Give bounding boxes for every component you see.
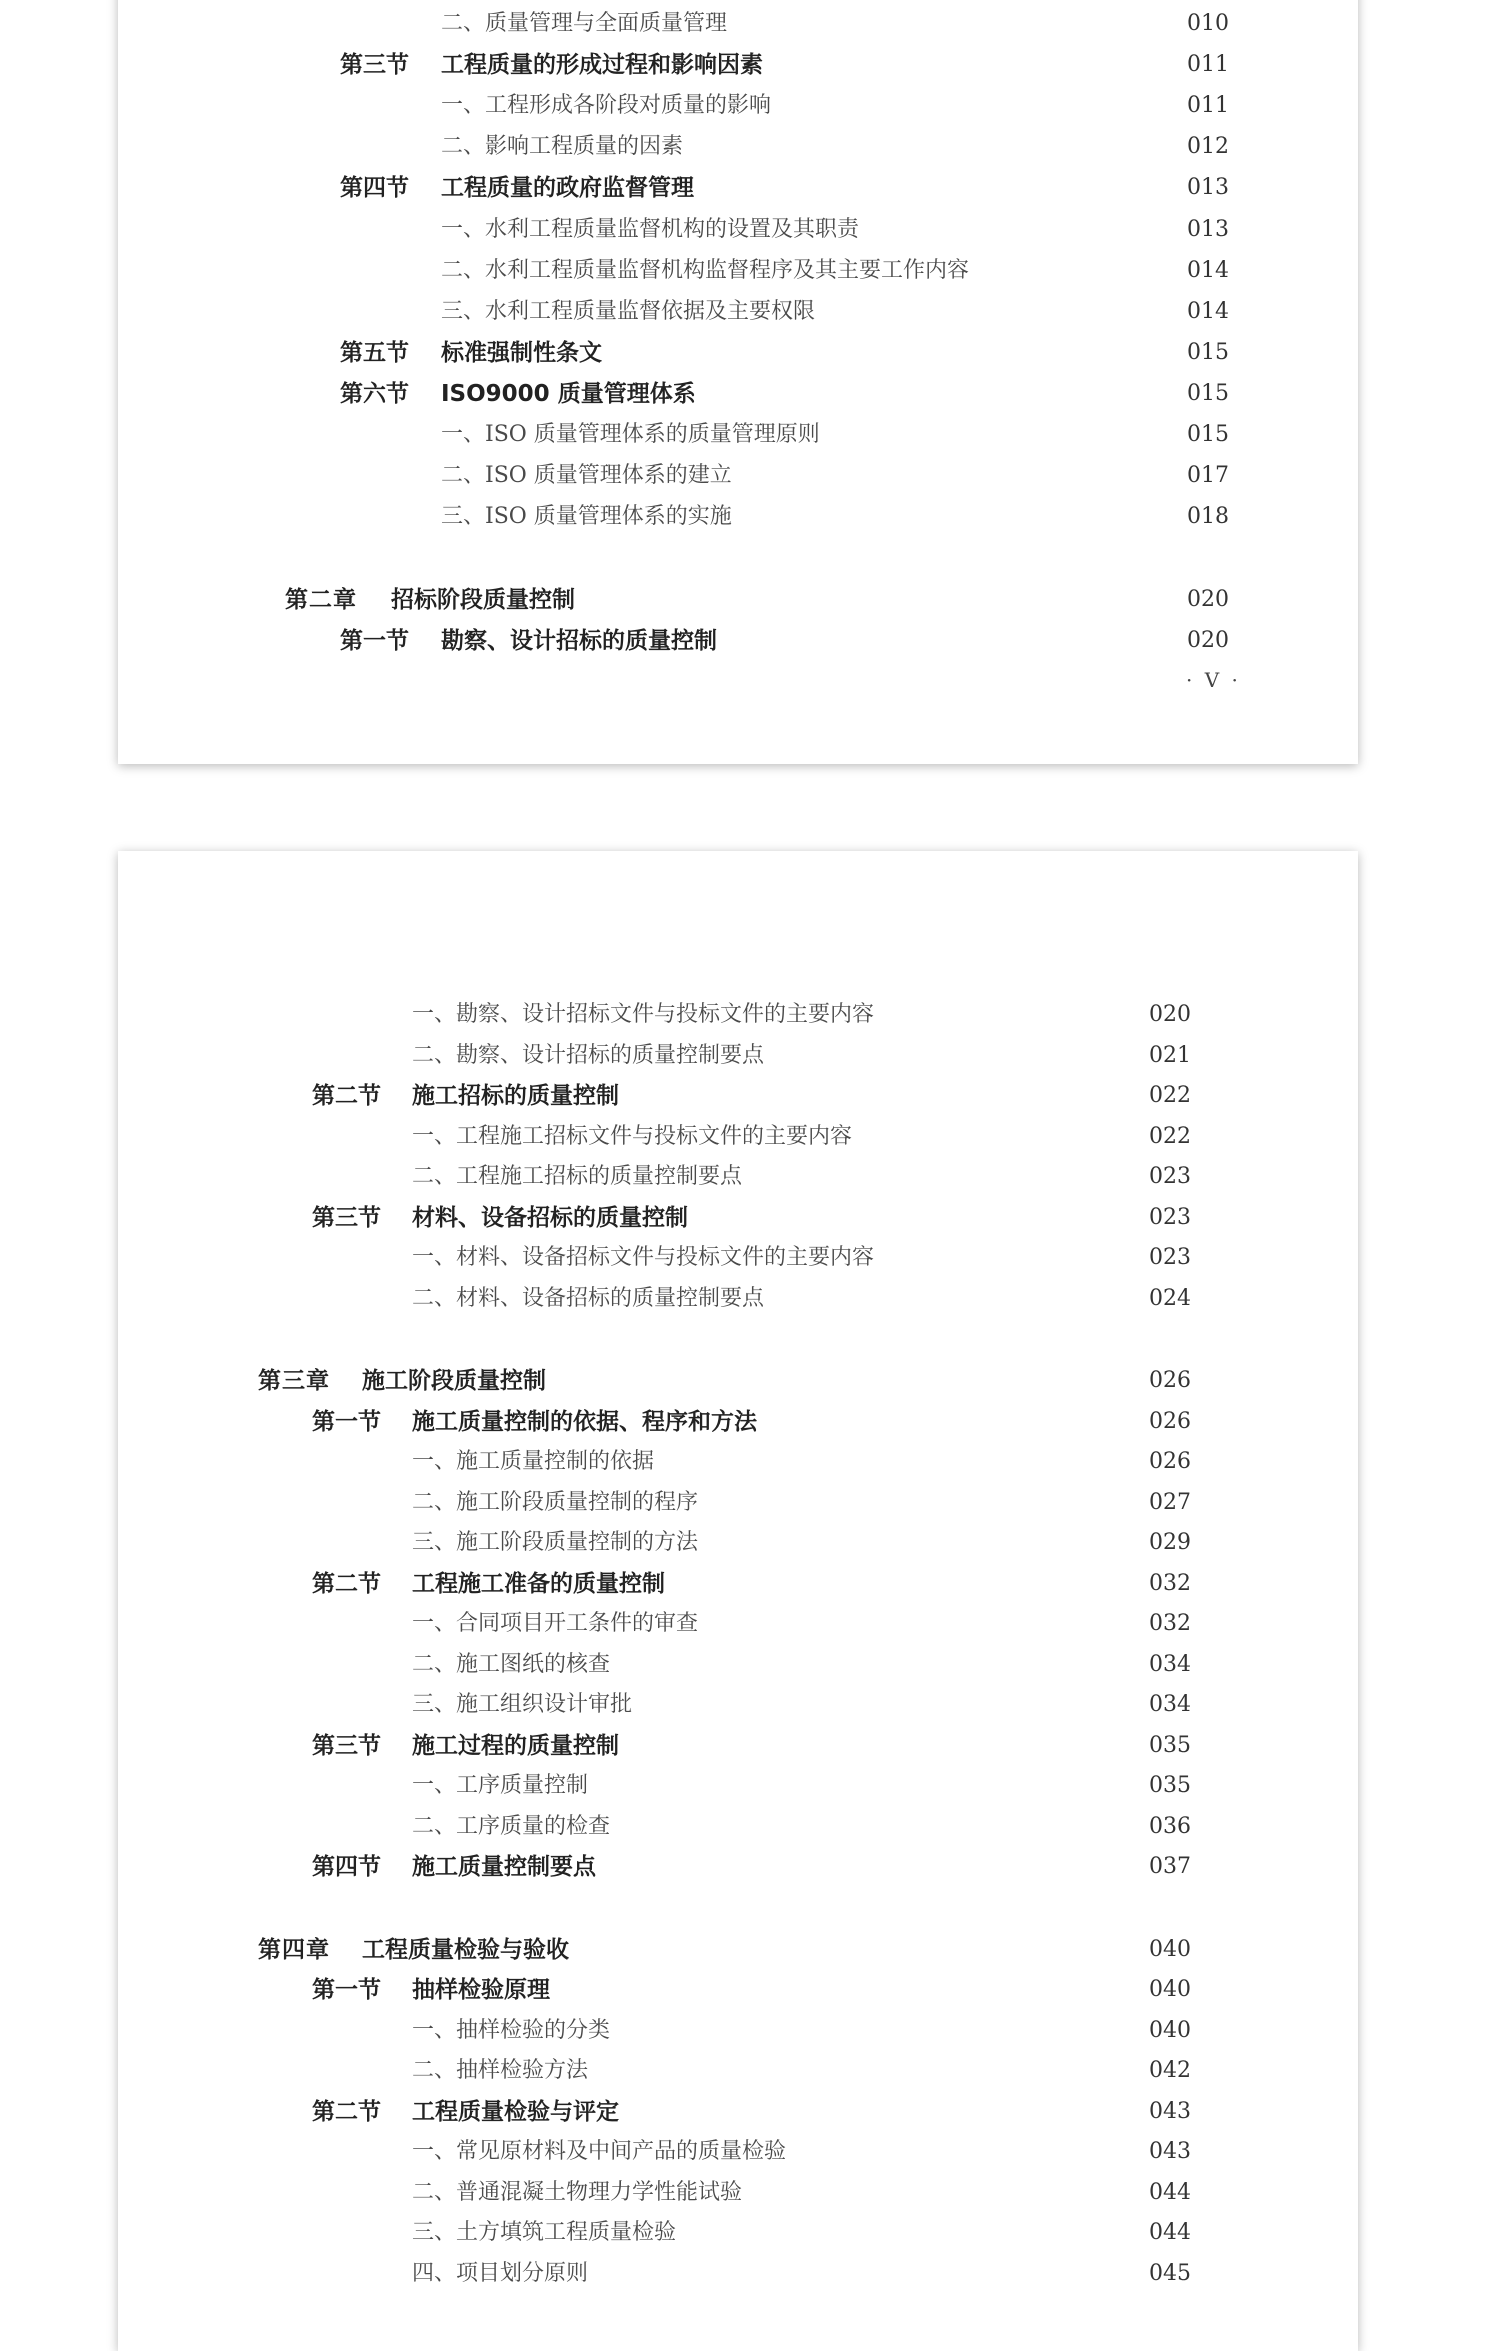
- toc-entry-page-number: 029: [1149, 1530, 1191, 1555]
- toc-entry-page-number: 023: [1149, 1204, 1191, 1230]
- toc-entry-page-number: 026: [1149, 1449, 1191, 1474]
- toc-subsection-entry: [118, 1645, 1358, 1685]
- toc-entry-title: 一、工程施工招标文件与投标文件的主要内容: [412, 1123, 853, 1149]
- toc-entry-title: 抽样检验原理: [412, 1977, 550, 2003]
- toc-subsection-entry: [118, 2173, 1358, 2213]
- toc-section-entry: [118, 1564, 1358, 1604]
- toc-subsection-entry: [118, 2132, 1358, 2172]
- toc-subsection-entry: [118, 210, 1358, 250]
- toc-entry-page-number: 015: [1187, 422, 1229, 447]
- toc-entry-page-number: 037: [1149, 1854, 1191, 1879]
- toc-entry-title: 招标阶段质量控制: [391, 586, 575, 614]
- toc-entry-page-number: 022: [1149, 1083, 1191, 1108]
- toc-entry-title: 一、抽样检验的分类: [412, 2017, 611, 2043]
- toc-entry-page-number: 013: [1187, 216, 1229, 242]
- toc-entry-title: 二、施工图纸的核查: [412, 1651, 611, 1677]
- toc-subsection-entry: [118, 456, 1358, 496]
- toc-subsection-entry: [118, 1807, 1358, 1847]
- toc-entry-title: 施工招标的质量控制: [412, 1083, 619, 1109]
- toc-entry-page-number: 043: [1149, 2098, 1191, 2124]
- toc-entry-title: 工程质量的政府监督管理: [441, 175, 694, 202]
- toc-subsection-entry: [118, 2011, 1358, 2051]
- toc-entry-label: 第六节: [340, 380, 409, 407]
- toc-entry-label: 第三章: [258, 1367, 330, 1394]
- toc-section-entry: [118, 1076, 1358, 1116]
- toc-entry-page-number: 023: [1149, 1245, 1191, 1270]
- toc-entry-page-number: 012: [1187, 134, 1229, 160]
- toc-section-entry: [118, 1970, 1358, 2010]
- toc-entry-title: 二、材料、设备招标的质量控制要点: [412, 1285, 765, 1311]
- toc-entry-label: 第五节: [340, 339, 409, 366]
- toc-entry-title: 材料、设备招标的质量控制: [412, 1204, 688, 1231]
- toc-entry-page-number: 014: [1187, 257, 1229, 283]
- toc-subsection-entry: [118, 2254, 1358, 2294]
- toc-entry-title: 一、材料、设备招标文件与投标文件的主要内容: [412, 1245, 875, 1270]
- toc-entry-page-number: 045: [1149, 2260, 1191, 2286]
- toc-entry-label: 第三节: [312, 1204, 381, 1231]
- toc-chapter-entry: [118, 1930, 1358, 1970]
- toc-entry-page-number: 027: [1149, 1489, 1191, 1515]
- toc-entry-title: 二、ISO 质量管理体系的建立: [441, 463, 732, 489]
- toc-entry-label: 第一节: [312, 1408, 381, 1435]
- toc-entry-title: 三、施工阶段质量控制的方法: [412, 1530, 699, 1555]
- toc-list: [118, 851, 1358, 2351]
- toc-entry-page-number: 042: [1149, 2058, 1191, 2083]
- toc-entry-title: 勘察、设计招标的质量控制: [441, 628, 717, 655]
- toc-chapter-entry: [118, 580, 1358, 620]
- toc-entry-page-number: 024: [1149, 1285, 1191, 1311]
- toc-section-entry: [118, 1726, 1358, 1766]
- toc-entry-page-number: 032: [1149, 1611, 1191, 1636]
- toc-entry-title: 工程质量检验与验收: [362, 1935, 569, 1963]
- toc-entry-page-number: 011: [1187, 93, 1229, 119]
- toc-entry-label: 第二节: [312, 1083, 381, 1109]
- toc-entry-title: 施工质量控制的依据、程序和方法: [412, 1408, 757, 1435]
- toc-entry-page-number: 020: [1187, 587, 1229, 613]
- toc-section-entry: [118, 1847, 1358, 1887]
- toc-entry-title: 一、水利工程质量监督机构的设置及其职责: [441, 216, 860, 242]
- toc-entry-title: 三、土方填筑工程质量检验: [412, 2220, 677, 2245]
- toc-entry-page-number: 022: [1149, 1123, 1191, 1149]
- toc-entry-page-number: 034: [1149, 1651, 1191, 1677]
- toc-subsection-entry: [118, 1036, 1358, 1076]
- toc-entry-label: 第二章: [285, 586, 357, 614]
- toc-entry-page-number: 035: [1149, 1732, 1191, 1758]
- toc-subsection-entry: [118, 995, 1358, 1035]
- toc-entry-title: 一、合同项目开工条件的审查: [412, 1611, 699, 1636]
- toc-subsection-entry: [118, 415, 1358, 455]
- toc-subsection-entry: [118, 1442, 1358, 1482]
- toc-entry-page-number: 020: [1149, 1002, 1191, 1027]
- toc-entry-label: 第一节: [312, 1977, 381, 2003]
- toc-subsection-entry: [118, 1523, 1358, 1563]
- toc-entry-label: 第四章: [258, 1935, 330, 1963]
- toc-entry-title: 工程质量检验与评定: [412, 2098, 619, 2125]
- toc-entry-title: 四、项目划分原则: [412, 2260, 589, 2286]
- toc-section-entry: [118, 1402, 1358, 1442]
- toc-subsection-entry: [118, 1685, 1358, 1725]
- toc-entry-title: 一、常见原材料及中间产品的质量检验: [412, 2139, 787, 2164]
- page-folio: · V ·: [1186, 668, 1241, 692]
- toc-subsection-entry: [118, 1157, 1358, 1197]
- toc-entry-page-number: 011: [1187, 52, 1229, 78]
- toc-entry-title: 二、质量管理与全面质量管理: [441, 11, 728, 36]
- toc-subsection-entry: [118, 2213, 1358, 2253]
- toc-entry-title: 三、ISO 质量管理体系的实施: [441, 504, 732, 530]
- toc-list: [118, 0, 1358, 764]
- toc-entry-page-number: 043: [1149, 2139, 1191, 2164]
- toc-entry-label: 第三节: [340, 52, 409, 79]
- toc-entry-page-number: 032: [1149, 1570, 1191, 1596]
- toc-subsection-entry: [118, 1766, 1358, 1806]
- toc-subsection-entry: [118, 1279, 1358, 1319]
- toc-section-entry: [118, 621, 1358, 661]
- toc-subsection-entry: [118, 1483, 1358, 1523]
- toc-entry-page-number: 044: [1149, 2179, 1191, 2205]
- toc-section-entry: [118, 2092, 1358, 2132]
- toc-subsection-entry: [118, 86, 1358, 126]
- toc-entry-page-number: 015: [1187, 380, 1229, 406]
- toc-entry-title: 标准强制性条文: [441, 339, 602, 366]
- toc-entry-title: 二、抽样检验方法: [412, 2058, 589, 2083]
- toc-entry-page-number: 017: [1187, 463, 1229, 489]
- toc-entry-label: 第二节: [312, 1570, 381, 1597]
- toc-section-entry: [118, 45, 1358, 85]
- toc-entry-page-number: 015: [1187, 339, 1229, 365]
- toc-page-lower: [118, 851, 1358, 2351]
- toc-entry-label: 第一节: [340, 628, 409, 655]
- toc-entry-label: 第二节: [312, 2098, 381, 2125]
- toc-entry-page-number: 013: [1187, 175, 1229, 201]
- toc-section-entry: [118, 333, 1358, 373]
- toc-entry-title: 二、影响工程质量的因素: [441, 134, 684, 160]
- toc-subsection-entry: [118, 292, 1358, 332]
- toc-entry-title: 工程施工准备的质量控制: [412, 1570, 665, 1597]
- toc-entry-page-number: 035: [1149, 1773, 1191, 1798]
- toc-entry-page-number: 036: [1149, 1813, 1191, 1839]
- toc-entry-page-number: 023: [1149, 1164, 1191, 1189]
- toc-section-entry: [118, 1198, 1358, 1238]
- toc-entry-page-number: 034: [1149, 1692, 1191, 1717]
- toc-entry-page-number: 018: [1187, 504, 1229, 530]
- toc-subsection-entry: [118, 1604, 1358, 1644]
- toc-subsection-entry: [118, 2051, 1358, 2091]
- toc-entry-title: 一、施工质量控制的依据: [412, 1449, 655, 1474]
- toc-subsection-entry: [118, 1238, 1358, 1278]
- toc-entry-label: 第四节: [340, 175, 409, 202]
- toc-entry-title: 二、勘察、设计招标的质量控制要点: [412, 1042, 765, 1068]
- toc-entry-title: 施工过程的质量控制: [412, 1732, 619, 1759]
- toc-entry-title: 施工阶段质量控制: [362, 1367, 546, 1394]
- toc-section-entry: [118, 374, 1358, 414]
- toc-entry-page-number: 040: [1149, 1977, 1191, 2002]
- toc-entry-title: 二、普通混凝土物理力学性能试验: [412, 2179, 743, 2205]
- toc-subsection-entry: [118, 251, 1358, 291]
- toc-entry-page-number: 026: [1149, 1408, 1191, 1434]
- toc-entry-title: 工程质量的形成过程和影响因素: [441, 52, 763, 79]
- toc-chapter-entry: [118, 1361, 1358, 1401]
- toc-section-entry: [118, 168, 1358, 208]
- toc-entry-page-number: 010: [1187, 11, 1229, 36]
- toc-entry-page-number: 021: [1149, 1042, 1191, 1068]
- toc-entry-title: 二、施工阶段质量控制的程序: [412, 1489, 699, 1515]
- toc-entry-title: ISO9000 质量管理体系: [441, 380, 696, 407]
- toc-entry-page-number: 040: [1149, 2017, 1191, 2043]
- toc-entry-title: 二、工序质量的检查: [412, 1813, 611, 1839]
- toc-page-upper: [118, 0, 1358, 764]
- toc-entry-title: 施工质量控制要点: [412, 1854, 596, 1880]
- toc-entry-title: 一、勘察、设计招标文件与投标文件的主要内容: [412, 1002, 875, 1027]
- toc-entry-page-number: 026: [1149, 1368, 1191, 1393]
- toc-entry-page-number: 040: [1149, 1936, 1191, 1962]
- toc-entry-page-number: 014: [1187, 298, 1229, 324]
- toc-entry-label: 第四节: [312, 1854, 381, 1880]
- toc-entry-title: 三、水利工程质量监督依据及主要权限: [441, 298, 816, 324]
- toc-subsection-entry: [118, 127, 1358, 167]
- toc-subsection-entry: [118, 1117, 1358, 1157]
- toc-entry-title: 二、水利工程质量监督机构监督程序及其主要工作内容: [441, 257, 970, 283]
- toc-entry-title: 一、ISO 质量管理体系的质量管理原则: [441, 422, 820, 447]
- toc-entry-page-number: 020: [1187, 628, 1229, 654]
- toc-entry-page-number: 044: [1149, 2220, 1191, 2245]
- toc-subsection-entry: [118, 4, 1358, 44]
- toc-entry-title: 二、工程施工招标的质量控制要点: [412, 1164, 743, 1189]
- toc-entry-title: 三、施工组织设计审批: [412, 1692, 633, 1717]
- toc-entry-title: 一、工序质量控制: [412, 1773, 589, 1798]
- toc-subsection-entry: [118, 497, 1358, 537]
- toc-entry-label: 第三节: [312, 1732, 381, 1759]
- toc-entry-title: 一、工程形成各阶段对质量的影响: [441, 93, 772, 119]
